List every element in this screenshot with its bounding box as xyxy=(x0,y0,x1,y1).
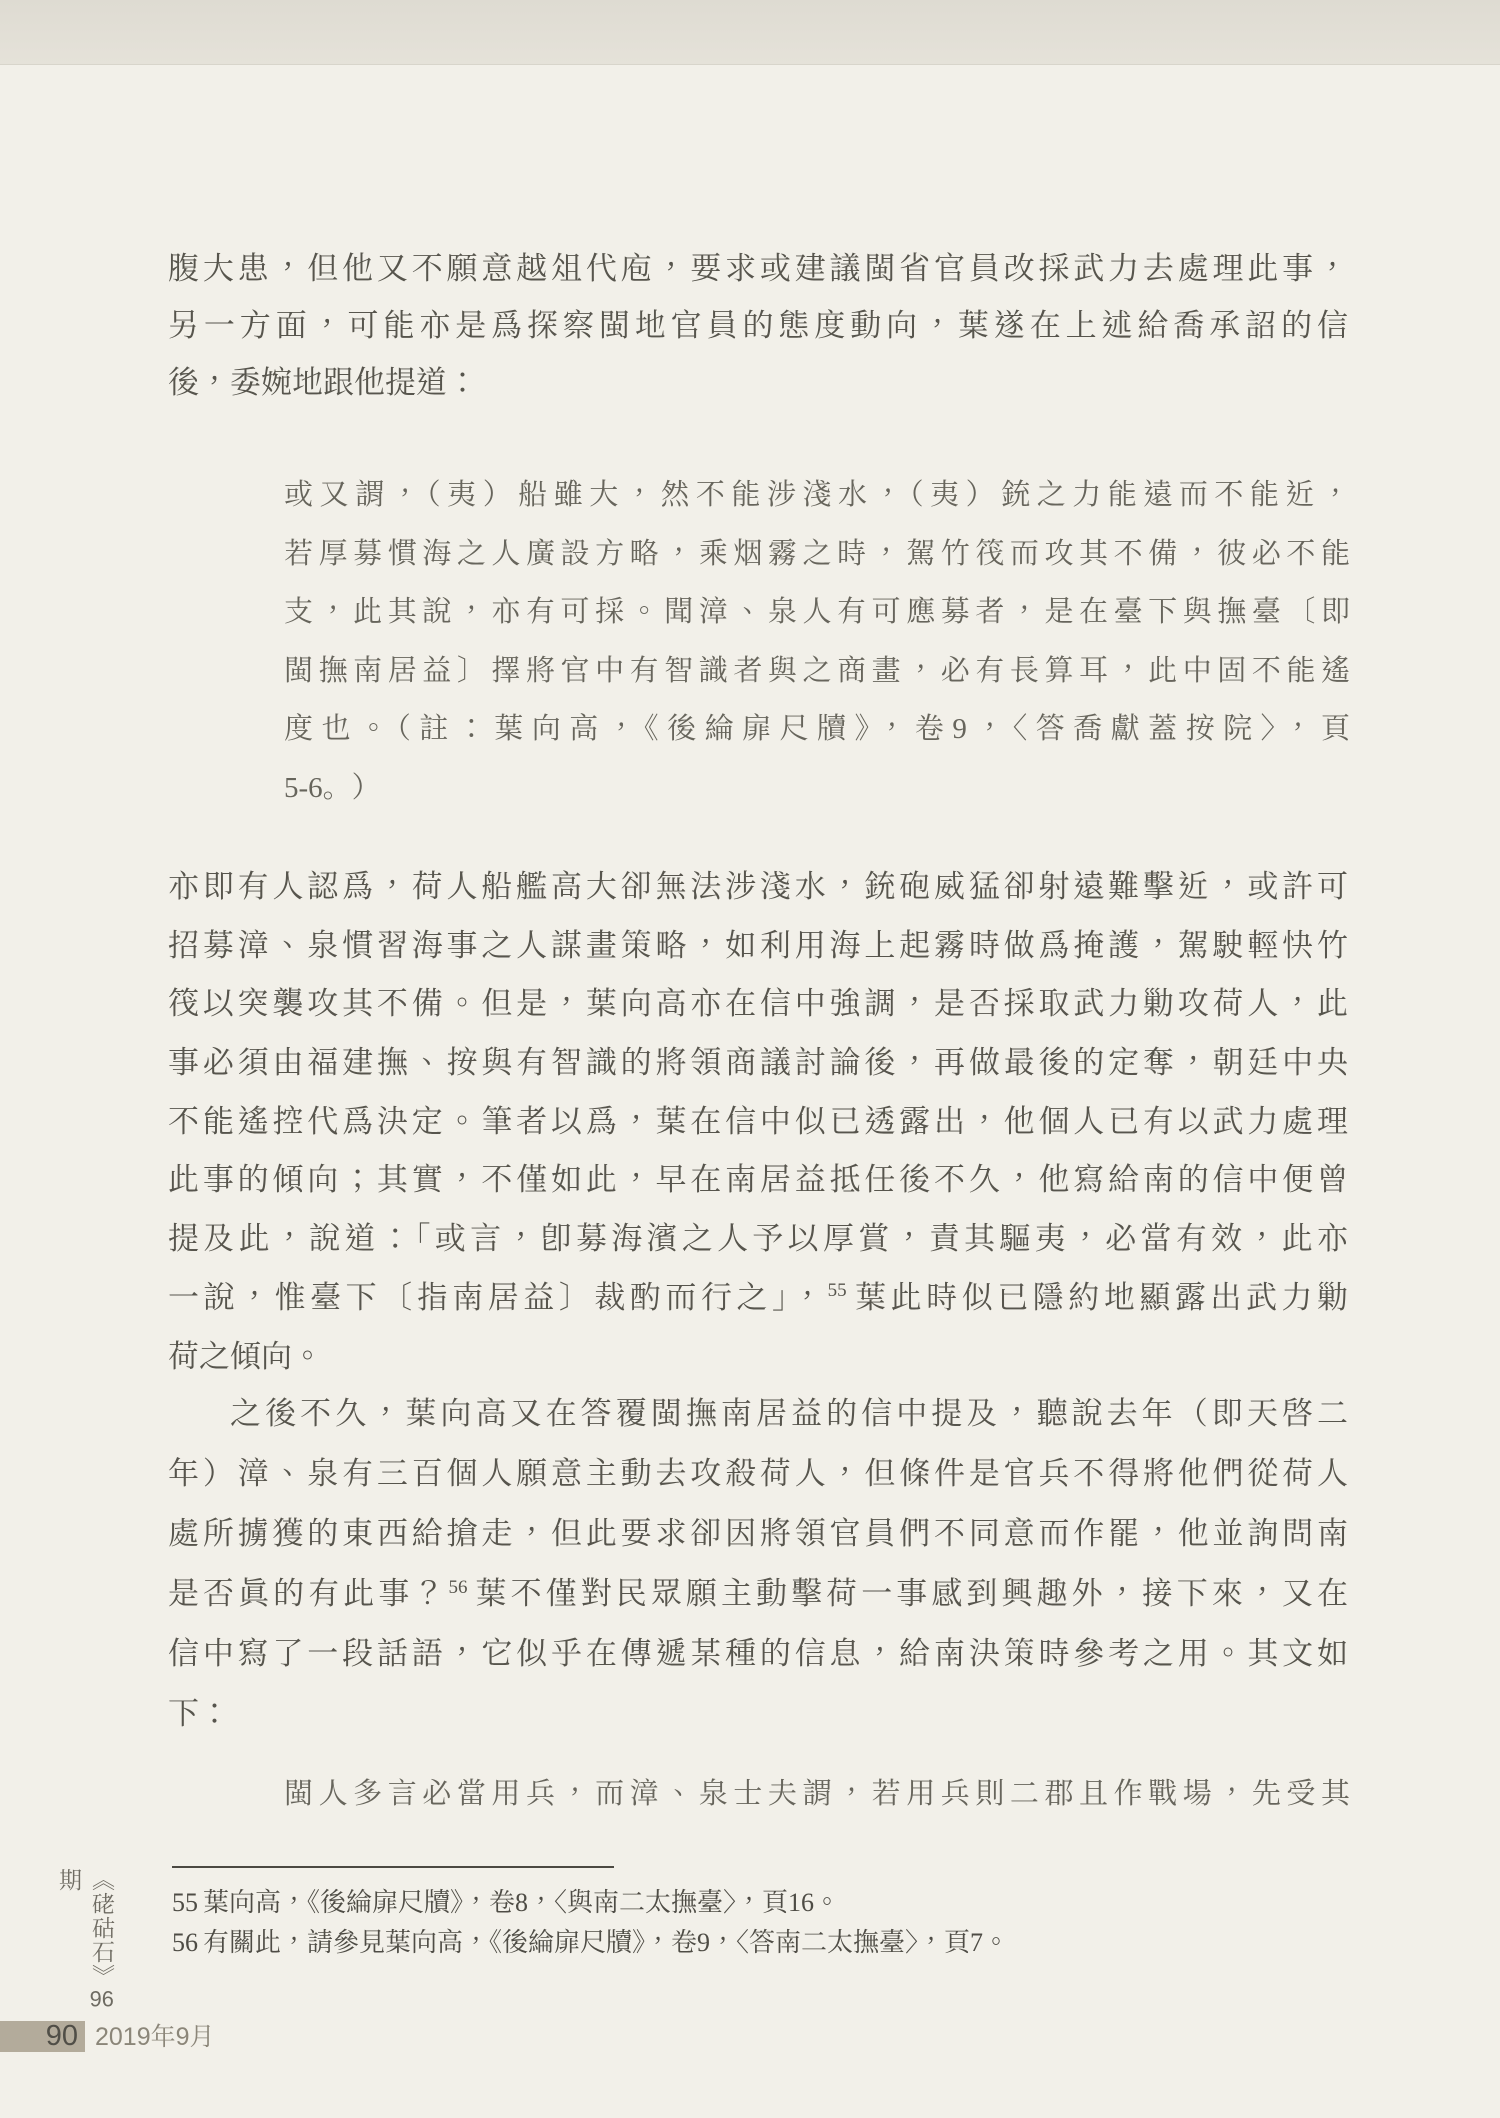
paragraph-line: 招募漳、泉慣習海事之人謀畫策略，如利用海上起霧時做爲掩護，駕駛輕快竹 xyxy=(168,927,1348,963)
footnote-number: 55 xyxy=(172,1888,198,1917)
quote-line: 或又謂，（夷）船雖大，然不能涉淺水，（夷）銃之力能遠而不能近， xyxy=(284,479,1350,511)
footnote-ref-56: 56 xyxy=(448,1576,468,1598)
quote-line: 支，此其說，亦有可採。聞漳、泉人有可應募者，是在臺下與撫臺〔即 xyxy=(284,596,1350,628)
analysis-paragraph xyxy=(168,858,1348,1386)
issue-date: 2019年9月 xyxy=(95,2023,215,2051)
block-quote-1 xyxy=(284,466,1350,817)
footnote-number: 56 xyxy=(172,1928,198,1957)
paragraph-line: 不能遙控代爲決定。筆者以爲，葉在信中似已透露出，他個人已有以武力處理 xyxy=(168,1103,1348,1139)
footnote-ref-55: 55 xyxy=(827,1280,847,1302)
quote-line: 若厚募慣海之人廣設方略，乘烟霧之時，駕竹筏而攻其不備，彼必不能 xyxy=(284,537,1350,570)
scan-top-edge xyxy=(0,0,1500,65)
paragraph-line: 腹大患，但他又不願意越俎代庖，要求或建議閩省官員改採武力去處理此事， xyxy=(168,251,1348,286)
paragraph-line: 事必須由福建撫、按與有智識的將領商議討論後，再做最後的定奪，朝廷中央 xyxy=(168,1045,1348,1081)
intro-paragraph xyxy=(168,240,1348,411)
footnote-text: 葉向高，《後綸扉尺牘》，卷8，〈與南二太撫臺〉，頁16。 xyxy=(203,1888,841,1917)
line-text: 是否眞的有此事？ xyxy=(168,1576,449,1611)
quote-line: 閩撫南居益〕擇將官中有智識者與之商畫，必有長算耳，此中固不能遙 xyxy=(284,654,1350,687)
journal-spine-label xyxy=(52,1868,118,2018)
page-number-bar xyxy=(0,2021,85,2052)
quote-line: 5-6。） xyxy=(284,771,381,804)
paragraph-line: 荷之傾向。 xyxy=(168,1338,323,1374)
paragraph-line: 提及此，說道：「或言，卽募海濱之人予以厚賞，責其驅夷，必當有效，此亦 xyxy=(168,1221,1348,1257)
paragraph-line: 處所擄獲的東西給搶走，但此要求卻因將領官員們不同意而作罷，他並詢問南 xyxy=(168,1516,1348,1551)
paragraph-line: 亦即有人認爲，荷人船艦高大卻無法涉淺水，銃砲威猛卻射遠難擊近，或許可 xyxy=(168,869,1348,904)
footnote-divider xyxy=(172,1866,614,1868)
followup-paragraph xyxy=(168,1384,1348,1744)
footnote-55 xyxy=(172,1884,1352,1922)
paragraph-line: 信中寫了一段話語，它似乎在傳遞某種的信息，給南決策時參考之用。其文如 xyxy=(168,1636,1348,1671)
journal-issue-suffix: 期 xyxy=(56,1868,81,1892)
line-text: 葉不僅對民眾願主動擊荷一事感到興趣外，接下來，又在 xyxy=(471,1576,1348,1611)
paragraph-line: 之後不久，葉向高又在答覆閩撫南居益的信中提及，聽說去年（即天啓二 xyxy=(230,1396,1348,1431)
line-text: 一說，惟臺下〔指南居益〕裁酌而行之」， xyxy=(168,1279,828,1315)
page-number: 90 xyxy=(45,2020,78,2052)
paragraph-line: 年）漳、泉有三百個人願意主動去攻殺荷人，但條件是官兵不得將他們從荷人 xyxy=(168,1456,1348,1491)
journal-issue-number: 96 xyxy=(89,1988,114,2010)
paragraph-line: 此事的傾向；其實，不僅如此，早在南居益抵任後不久，他寫給南的信中便曾 xyxy=(168,1162,1348,1198)
footnote-56 xyxy=(172,1924,1352,1962)
block-quote-2 xyxy=(284,1772,1350,1816)
line-text: 葉此時似已隱約地顯露出武力勦 xyxy=(850,1279,1349,1315)
paragraph-line-with-footnote-ref xyxy=(168,1269,1348,1328)
paragraph-line: 筏以突襲攻其不備。但是，葉向高亦在信中強調，是否採取武力勦攻荷人，此 xyxy=(168,986,1348,1022)
journal-title: 《硓𥑮石》 xyxy=(89,1868,114,1988)
footnote-text: 有關此，請參見葉向高，《後綸扉尺牘》，卷9，〈答南二太撫臺〉，頁7。 xyxy=(203,1928,1010,1957)
paragraph-line: 下： xyxy=(168,1696,230,1731)
quote-line: 閩人多言必當用兵，而漳、泉士夫謂，若用兵則二郡且作戰場，先受其 xyxy=(284,1778,1350,1810)
paragraph-line: 後，委婉地跟他提道： xyxy=(168,365,478,400)
paragraph-line: 另一方面，可能亦是爲探察閩地官員的態度動向，葉遂在上述給喬承詔的信 xyxy=(168,308,1348,343)
paragraph-line-with-footnote-ref xyxy=(168,1564,1348,1624)
quote-line: 度也。（註：葉向高，《後綸扉尺牘》，卷9，〈答喬獻蓋按院〉，頁 xyxy=(284,713,1350,745)
